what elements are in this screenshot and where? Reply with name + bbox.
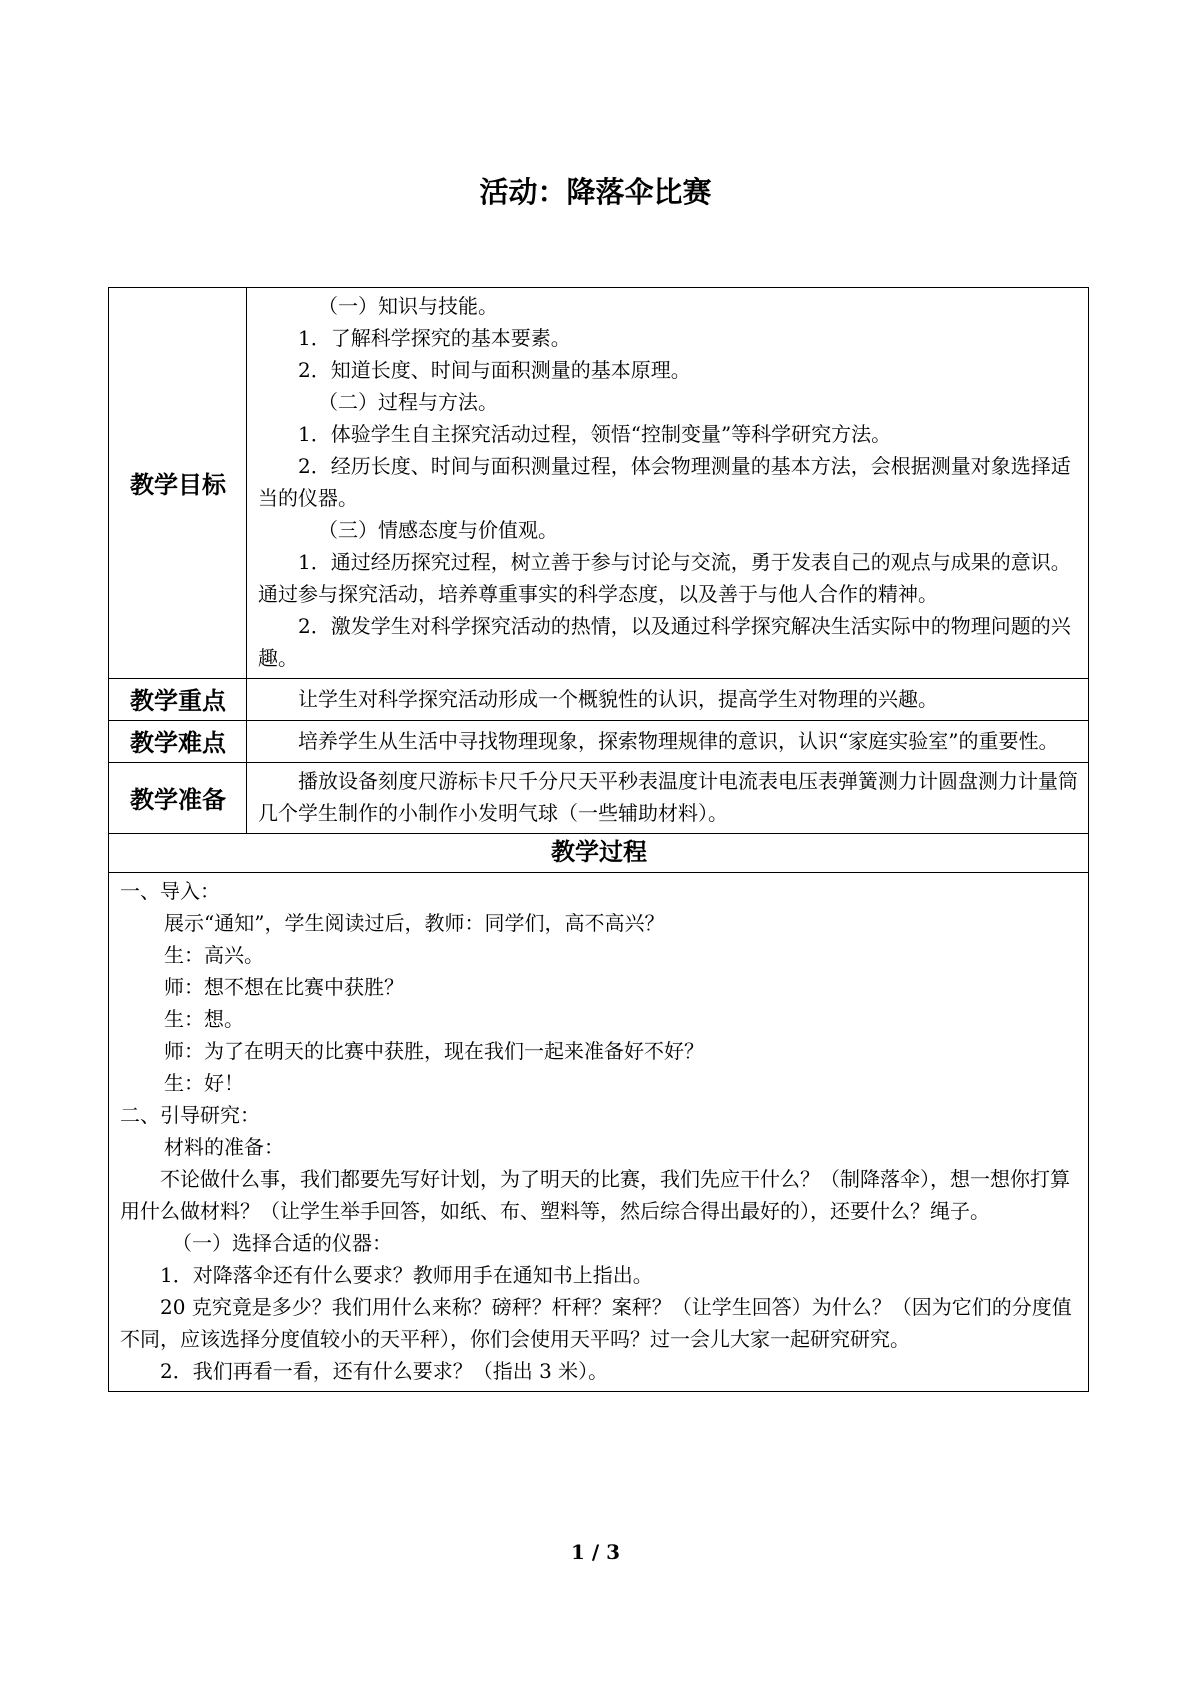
lesson-plan-table [108,287,1089,1392]
document-title: 活动：降落伞比赛 [479,175,712,209]
process-heading: 教学过程 [109,834,1089,873]
process-line: 生：想。 [164,1007,244,1031]
process-line: 展示“通知”，学生阅读过后，教师：同学们，高不高兴？ [164,911,665,935]
objectives-row [109,288,1089,679]
process-line: （一）选择合适的仪器： [172,1231,392,1255]
objectives-line: 2．经历长度、时间与面积测量过程，体会物理测量的基本方法，会根据测量对象选择适当的仪器。 [258,454,1071,510]
process-row [109,873,1089,1392]
objectives-line: 1．体验学生自主探究活动过程，领悟“控制变量”等科学研究方法。 [298,422,892,446]
difficulties-label: 教学难点 [109,721,247,763]
key-points-content [247,679,1089,721]
difficulties-text: 培养学生从生活中寻找物理现象，探索物理规律的意识，认识“家庭实验室”的重要性。 [298,728,1059,753]
process-line: 师：想不想在比赛中获胜？ [164,975,404,999]
key-points-text: 让学生对科学探究活动形成一个概貌性的认识，提高学生对物理的兴趣。 [298,686,938,711]
preparation-content [247,763,1089,834]
process-line: 师：为了在明天的比赛中获胜，现在我们一起来准备好不好？ [164,1039,704,1063]
objectives-line: 2．激发学生对科学探究活动的热情，以及通过科学探究解决生活实际中的物理问题的兴趣。 [258,614,1071,670]
objectives-line: （一）知识与技能。 [318,294,498,318]
key-points-label: 教学重点 [109,679,247,721]
objectives-line: （三）情感态度与价值观。 [318,518,558,542]
objectives-line: 2．知道长度、时间与面积测量的基本原理。 [298,358,691,382]
preparation-label: 教学准备 [109,763,247,834]
preparation-row [109,763,1089,834]
objectives-content [247,288,1089,679]
objectives-line: 1．通过经历探究过程，树立善于参与讨论与交流，勇于发表自己的观点与成果的意识。通过参与探究活动，培养尊重事实的科学态度，以及善于与他人合作的精神。 [258,550,1071,606]
objectives-label: 教学目标 [109,288,247,679]
process-line: 材料的准备： [164,1135,284,1159]
process-line: 生：好！ [164,1071,244,1095]
process-line: 20 克究竟是多少？我们用什么来称？磅秤？杆秤？案秤？（让学生回答）为什么？（因为它们的分度值不同，应该选择分度值较小的天平秤），你们会使用天平吗？过一会儿大家一起研究研究。 [120,1295,1072,1351]
preparation-text: 播放设备刻度尺游标卡尺千分尺天平秒表温度计电流表电压表弹簧测力计圆盘测力计量筒几个学生制作的小制作小发明气球（一些辅助材料）。 [258,769,1078,825]
process-line: 生：高兴。 [164,943,264,967]
process-content [109,873,1089,1392]
difficulties-content [247,721,1089,763]
page-number: 1 / 3 [570,1540,621,1564]
process-line: 一、导入： [120,879,220,903]
objectives-line: 1．了解科学探究的基本要素。 [298,326,571,350]
process-line: 不论做什么事，我们都要先写好计划，为了明天的比赛，我们先应干什么？（制降落伞），想一想你打算用什么做材料？（让学生举手回答，如纸、布、塑料等，然后综合得出最好的），还要什么？绳子。 [120,1167,1070,1223]
process-line: 二、引导研究： [120,1103,260,1127]
difficulties-row [109,721,1089,763]
objectives-line: （二）过程与方法。 [318,390,498,414]
process-line: 2．我们再看一看，还有什么要求？（指出 3 米）。 [160,1359,609,1383]
process-line: 1．对降落伞还有什么要求？教师用手在通知书上指出。 [160,1263,653,1287]
process-heading-row [109,834,1089,873]
key-points-row [109,679,1089,721]
